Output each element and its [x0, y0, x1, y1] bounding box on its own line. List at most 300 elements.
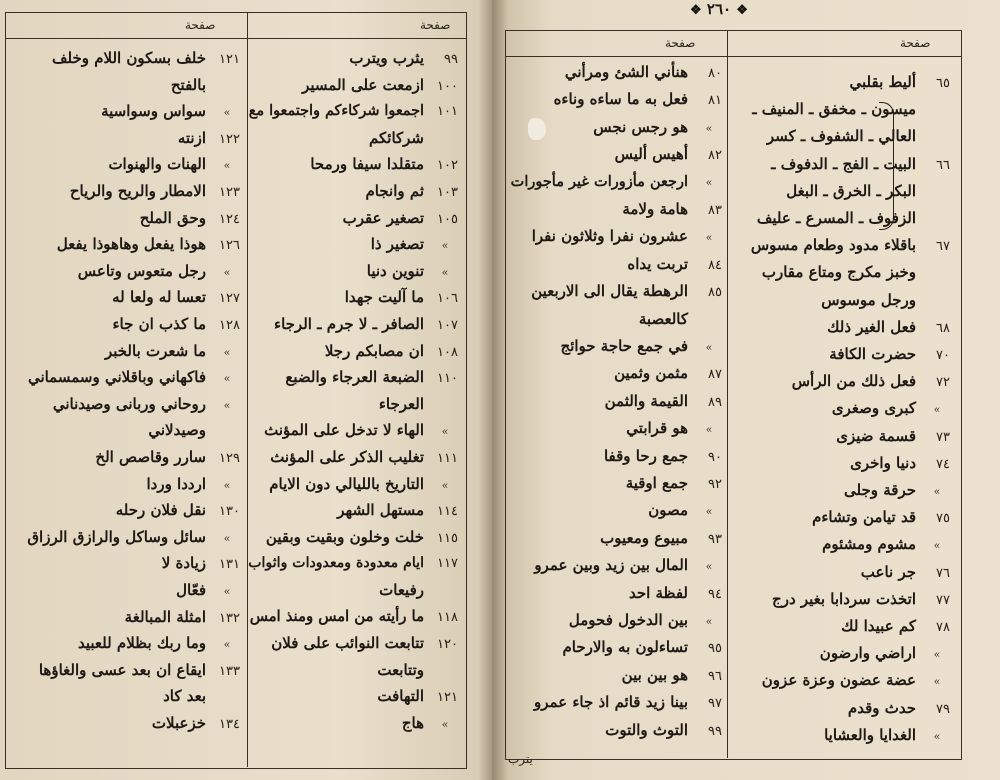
index-entry: [512, 117, 722, 137]
entry-text: أليط بقلبي: [849, 73, 916, 91]
index-entry: [10, 686, 240, 706]
entry-text: ازنته: [177, 129, 206, 147]
entry-text: ما رأيته من امس ومنذ امس: [249, 608, 424, 625]
ditto-mark: »: [223, 159, 231, 172]
index-entry: [732, 453, 950, 473]
ditto-mark: »: [705, 615, 713, 628]
index-entry: [250, 154, 458, 174]
index-entry: [250, 420, 458, 440]
page-ref: ١٢٤: [219, 212, 240, 227]
index-entry: [10, 420, 240, 440]
entry-text: بالفتح: [170, 76, 206, 94]
entry-text: العالي ـ الشفوف ـ كسر: [766, 127, 916, 145]
ditto-mark: »: [933, 730, 941, 743]
entry-text: مشوم ومشئوم: [822, 535, 916, 553]
index-entry: [250, 128, 458, 148]
page-ref: ٨١: [708, 93, 722, 108]
entry-text: لفظة احد: [628, 584, 688, 602]
index-entry: [512, 172, 722, 192]
index-entry: [10, 394, 240, 414]
index-entry: [732, 126, 950, 146]
page-ref: ١٠٨: [437, 345, 458, 360]
entry-text: وحق الملح: [139, 209, 206, 227]
page-ref: ٧٥: [936, 511, 950, 526]
entry-text: ان مصابكم رجلا: [324, 342, 424, 360]
entry-text: المال بين زيد وبين عمرو: [534, 556, 688, 574]
ditto-mark: »: [223, 399, 231, 412]
page-ref: ١٣٣: [219, 664, 240, 679]
page-ref: ٧٧: [936, 593, 950, 608]
page-ref: ١١٥: [437, 531, 458, 546]
entry-text: نقل فلان رحله: [115, 501, 206, 519]
entry-text: زيادة لا: [161, 554, 206, 572]
index-entry: [732, 616, 950, 636]
ditto-mark: »: [223, 266, 231, 279]
entry-text: رجل متعوس وتاعس: [77, 262, 206, 280]
entry-text: رفيعات: [379, 581, 424, 599]
page-number: ٢٦٠: [706, 0, 732, 18]
page-ref: ٨٥: [708, 285, 722, 300]
index-entry: [10, 527, 240, 547]
right-page-column-divider: [727, 30, 728, 758]
index-entry: [250, 234, 458, 254]
page-ref: ١١١: [437, 451, 458, 466]
index-entry: [10, 713, 240, 733]
entry-text: التاريخ بالليالي دون الايام: [269, 475, 424, 493]
index-entry: [732, 480, 950, 500]
index-entry: [732, 371, 950, 391]
entry-text: ما شعرت بالخبر: [104, 342, 206, 360]
page-ref: ١٢٧: [219, 291, 240, 306]
index-entry: [10, 633, 240, 653]
entry-text: فعّال: [176, 581, 206, 599]
entry-text: شركائكم: [369, 129, 424, 147]
entry-text: هوذا يفعل وهاهوذا يفعل: [56, 235, 206, 253]
page-ref: ٩٤: [708, 587, 722, 602]
index-entry: [512, 500, 722, 520]
entry-text: مبيوع ومعيوب: [600, 529, 688, 547]
index-entry: [250, 101, 458, 121]
ornament-icon: ❖: [736, 3, 748, 18]
entry-text: ايقاع ان بعد عسى والغاؤها: [38, 661, 206, 679]
page-ref: ١٢٩: [219, 451, 240, 466]
left-page-header-rule: [5, 38, 467, 39]
page-ref: ٨٤: [708, 258, 722, 273]
page-ref: ٩٦: [708, 669, 722, 684]
index-entry: [250, 208, 458, 228]
page-ref: ٩٣: [708, 532, 722, 547]
entry-text: كبرى وصغرى: [831, 399, 916, 417]
ditto-mark: »: [441, 479, 449, 492]
index-entry: [10, 474, 240, 494]
index-entry: [10, 367, 240, 387]
entry-text: هنأني الشئ ومرأني: [564, 63, 688, 81]
index-entry: [250, 314, 458, 334]
ditto-mark: »: [441, 239, 449, 252]
ditto-mark: »: [223, 532, 231, 545]
ditto-mark: »: [705, 231, 713, 244]
page-ref: ٨٧: [708, 367, 722, 382]
entry-text: الصافر ـ لا جرم ـ الرجاء: [274, 315, 424, 333]
index-entry: [732, 208, 950, 228]
entry-text: وصيدلاني: [148, 421, 206, 439]
page-ref: ١٢٠: [437, 637, 458, 652]
page-ref: ١٢٣: [219, 185, 240, 200]
index-entry: [512, 446, 722, 466]
page-number-header: [690, 0, 748, 18]
page-ref: ١٢٨: [219, 318, 240, 333]
page-ref: ٧٣: [936, 430, 950, 445]
ditto-mark: »: [223, 479, 231, 492]
entry-text: كالعصبة: [638, 310, 688, 328]
index-entry: [10, 660, 240, 680]
index-entry: [732, 262, 950, 282]
page-ref: ٩٧: [708, 696, 722, 711]
index-entry: [512, 665, 722, 685]
entry-text: دنيا واخرى: [850, 454, 916, 472]
index-entry: [732, 534, 950, 554]
index-entry: [512, 363, 722, 383]
page-ref: ٩٥: [708, 641, 722, 656]
index-entry: [250, 261, 458, 281]
entry-text: التوث والتوت: [605, 721, 688, 739]
index-entry: [250, 686, 458, 706]
index-entry: [10, 607, 240, 627]
ditto-mark: »: [705, 505, 713, 518]
index-entry: [250, 48, 458, 68]
catchword: يترب: [508, 752, 533, 766]
entry-text: ما آليت جهدا: [344, 288, 424, 306]
page-ref: ٧٩: [936, 702, 950, 717]
entry-text: تغليب الذكر على المؤنث: [270, 448, 424, 466]
page-ref: ٨٢: [708, 148, 722, 163]
entry-text: تعسا له ولعا له: [112, 288, 206, 306]
page-ref: ٩٠: [708, 450, 722, 465]
column-header: صفحة: [665, 36, 696, 50]
index-entry: [250, 474, 458, 494]
index-entry: [512, 89, 722, 109]
entry-text: مثمن وثمين: [614, 364, 688, 382]
entry-text: اراضي وارضون: [819, 644, 916, 662]
entry-text: الهنات والهنوات: [108, 155, 206, 173]
entry-text: حدث وقدم: [847, 699, 916, 717]
entry-text: وخبز مكرج ومتاع مقارب: [761, 263, 916, 281]
index-entry: [10, 553, 240, 573]
entry-text: يثرب ويترب: [349, 49, 424, 67]
ditto-mark: »: [223, 346, 231, 359]
index-entry: [732, 643, 950, 663]
index-entry: [512, 473, 722, 493]
index-entry: [10, 154, 240, 174]
entry-text: حضرت الكافة: [829, 345, 916, 363]
index-entry: [10, 500, 240, 520]
index-entry: [250, 527, 458, 547]
index-entry: [512, 583, 722, 603]
page-ref: ١٣٢: [219, 611, 240, 626]
entry-text: جر ناعب: [860, 563, 916, 581]
entry-text: العرجاء: [378, 395, 424, 413]
index-entry: [250, 607, 458, 627]
index-entry: [250, 394, 458, 414]
entry-text: تصغير عقرب: [342, 209, 424, 227]
page-ref: ٦٧: [936, 239, 950, 254]
page-ref: ١١٠: [437, 371, 458, 386]
page-ref: ١٣١: [219, 557, 240, 572]
page-ref: ٧٤: [936, 457, 950, 472]
entry-text: هو بين بين: [621, 666, 688, 684]
index-entry: [10, 341, 240, 361]
index-entry: [10, 314, 240, 334]
page-ref: ١٣٠: [219, 504, 240, 519]
index-entry: [732, 154, 950, 174]
entry-text: اجمعوا شركاءكم واجتمعوا مع: [248, 102, 424, 119]
entry-text: هامة ولامة: [622, 200, 688, 218]
entry-text: البكر ـ الخرق ـ البغل: [786, 182, 916, 200]
index-entry: [732, 235, 950, 255]
column-header: صفحة: [185, 18, 216, 32]
page-ref: ٩٩: [444, 52, 458, 67]
page-ref: ٧٨: [936, 620, 950, 635]
ditto-mark: »: [705, 341, 713, 354]
page-ref: ١٢٢: [219, 132, 240, 147]
index-entry: [250, 181, 458, 201]
entry-text: وما ربك بظلام للعبيد: [78, 634, 206, 652]
entry-text: حرقة وجلى: [844, 481, 916, 499]
index-entry: [10, 208, 240, 228]
book-gutter: [478, 0, 508, 780]
entry-text: تتابعت النوائب على فلان: [271, 634, 424, 652]
index-entry: [512, 391, 722, 411]
ditto-mark: »: [933, 648, 941, 661]
page-ref: ٨٠: [708, 66, 722, 81]
page-ref: ١٠٥: [437, 212, 458, 227]
index-entry: [512, 528, 722, 548]
entry-text: امثلة المبالغة: [124, 608, 206, 626]
entry-text: خلت وخلون وبقيت وبقين: [265, 528, 424, 546]
index-entry: [732, 507, 950, 527]
index-entry: [512, 144, 722, 164]
entry-text: هو قرابتي: [626, 419, 688, 437]
index-entry: [512, 637, 722, 657]
entry-text: التهافت: [377, 687, 424, 705]
entry-text: الهاء لا تدخل على المؤنث: [264, 421, 424, 439]
ditto-mark: »: [223, 585, 231, 598]
entry-text: ورجل موسوس: [821, 291, 916, 309]
index-entry: [10, 580, 240, 600]
entry-text: بينا زيد قائم اذ جاء عمرو: [534, 693, 688, 711]
page-ref: ٩٢: [708, 477, 722, 492]
entry-text: الضبعة العرجاء والضبع: [285, 368, 424, 386]
ditto-mark: »: [705, 423, 713, 436]
index-entry: [10, 75, 240, 95]
ditto-mark: »: [441, 425, 449, 438]
index-entry: [250, 367, 458, 387]
page-ref: ١٠٧: [437, 318, 458, 333]
index-entry: [732, 398, 950, 418]
entry-text: تساءلون به والارحام: [562, 638, 688, 656]
page-ref: ١٠٣: [437, 185, 458, 200]
page-ref: ١٢١: [219, 52, 240, 67]
entry-text: في جمع حاجة حوائج: [560, 337, 688, 355]
entry-text: عشرون نفرا وثلاثون نفرا: [531, 227, 688, 245]
entry-text: خزعبلات: [151, 714, 206, 732]
ditto-mark: »: [441, 718, 449, 731]
entry-text: ما كذب ان جاء: [112, 315, 206, 333]
right-page-header-rule: [505, 56, 962, 57]
entry-text: ثم وانجام: [365, 182, 424, 200]
ditto-mark: »: [933, 675, 941, 688]
index-entry: [250, 500, 458, 520]
index-entry: [732, 290, 950, 310]
index-entry: [512, 720, 722, 740]
page-ref: ١٠٦: [437, 291, 458, 306]
index-entry: [250, 75, 458, 95]
entry-text: بين الدخول فحومل: [568, 611, 688, 629]
entry-text: البيت ـ الفج ـ الدفوف ـ: [771, 155, 916, 173]
index-entry: [732, 317, 950, 337]
index-entry: [250, 713, 458, 733]
entry-text: فاكهاني وباقلاني وسمسماني: [27, 368, 206, 386]
index-entry: [512, 555, 722, 575]
entry-text: القيمة والثمن: [604, 392, 688, 410]
entry-text: الزفوف ـ المسرع ـ عليف: [756, 209, 916, 227]
entry-text: سائل وساكل والرازق الرزاق: [27, 528, 206, 546]
index-entry: [512, 62, 722, 82]
index-entry: [250, 341, 458, 361]
entry-text: فعل به ما ساءه وناءه: [553, 90, 688, 108]
ditto-mark: »: [223, 106, 231, 119]
entry-text: ايام معدودة ومعدودات واثواب: [248, 555, 424, 571]
page-ref: ٧٠: [936, 348, 950, 363]
index-entry: [10, 181, 240, 201]
entry-text: مستهل الشهر: [337, 501, 424, 519]
index-entry: [10, 234, 240, 254]
ditto-mark: »: [933, 539, 941, 552]
index-entry: [250, 287, 458, 307]
entry-text: كم عبيدا لك: [841, 617, 916, 635]
column-header: صفحة: [420, 18, 451, 32]
entry-text: ميسون ـ مخفق ـ المنيف ـ: [752, 100, 916, 118]
ditto-mark: »: [933, 485, 941, 498]
entry-text: اتخذت سردابا بغير درج: [772, 590, 916, 608]
column-header: صفحة: [900, 36, 931, 50]
index-entry: [10, 447, 240, 467]
index-entry: [10, 128, 240, 148]
index-entry: [10, 261, 240, 281]
entry-text: وتتابعت: [377, 661, 424, 679]
entry-text: جمع اوقية: [625, 474, 688, 492]
entry-text: جمع رحا وقفا: [603, 447, 688, 465]
entry-text: روحاني وربانى وصيدناني: [52, 395, 206, 413]
index-entry: [512, 610, 722, 630]
index-entry: [732, 344, 950, 364]
entry-text: فعل الغير ذلك: [827, 318, 916, 336]
ditto-mark: »: [705, 122, 713, 135]
index-entry: [10, 48, 240, 68]
index-entry: [512, 254, 722, 274]
index-entry: [732, 72, 950, 92]
ornament-icon: ❖: [690, 3, 702, 18]
index-entry: [512, 418, 722, 438]
page-ref: ٧٦: [936, 566, 950, 581]
index-entry: [732, 181, 950, 201]
page-ref: ١٢١: [437, 690, 458, 705]
index-entry: [512, 199, 722, 219]
index-entry: [512, 281, 722, 301]
entry-text: تربت يداه: [627, 255, 688, 273]
entry-text: ازمعت على المسير: [302, 76, 424, 94]
index-entry: [512, 309, 722, 329]
index-entry: [512, 226, 722, 246]
entry-text: أهيس أليس: [614, 145, 688, 163]
page-ref: ١٠٢: [437, 158, 458, 173]
page-ref: ١٠٠: [437, 79, 458, 94]
entry-text: فعل ذلك من الرأس: [791, 372, 916, 390]
page-ref: ٦٦: [936, 158, 950, 173]
page-ref: ٦٥: [936, 76, 950, 91]
entry-text: الرهطة يقال الى الاربعين: [531, 282, 688, 300]
index-entry: [512, 692, 722, 712]
entry-text: سارر وقاصص الخ: [95, 448, 206, 466]
index-entry: [732, 725, 950, 745]
entry-text: ارجعن مأزورات غير مأجورات: [510, 173, 688, 190]
index-entry: [732, 589, 950, 609]
index-entry: [250, 553, 458, 573]
index-entry: [732, 99, 950, 119]
ditto-mark: »: [705, 560, 713, 573]
page-ref: ١٢٦: [219, 238, 240, 253]
page-ref: ١١٧: [437, 556, 458, 571]
left-page-column-divider: [247, 12, 248, 767]
entry-text: ارددا وردا: [146, 475, 206, 493]
entry-text: قسمة ضيزى: [836, 427, 916, 445]
page-ref: ٨٩: [708, 395, 722, 410]
page-ref: ٧٢: [936, 375, 950, 390]
page-ref: ٩٩: [708, 724, 722, 739]
page-ref: ١٠١: [437, 104, 458, 119]
index-entry: [732, 426, 950, 446]
entry-text: باقلاء مدود وطعام مسوس: [750, 236, 916, 254]
index-entry: [732, 670, 950, 690]
ditto-mark: »: [223, 638, 231, 651]
entry-text: قد تيامن وتشاءم: [812, 508, 916, 526]
ditto-mark: »: [223, 372, 231, 385]
entry-text: الغدايا والعشايا: [824, 726, 916, 744]
ditto-mark: »: [933, 403, 941, 416]
page-ref: ١١٤: [437, 504, 458, 519]
index-entry: [732, 562, 950, 582]
entry-text: خلف بسكون اللام وخلف: [51, 49, 206, 67]
index-entry: [250, 447, 458, 467]
entry-text: مصون: [648, 501, 688, 519]
index-entry: [250, 660, 458, 680]
page-ref: ١١٨: [437, 610, 458, 625]
entry-text: هاج: [401, 714, 424, 732]
index-entry: [10, 287, 240, 307]
ditto-mark: »: [705, 176, 713, 189]
index-entry: [732, 698, 950, 718]
entry-text: تصغير ذا: [370, 235, 424, 253]
entry-text: متقلدا سيفا ورمحا: [310, 155, 424, 173]
entry-text: هو رجس نجس: [593, 118, 688, 136]
entry-text: بعد كاد: [163, 687, 206, 705]
entry-text: تنوين دنيا: [366, 262, 424, 280]
index-entry: [10, 101, 240, 121]
index-entry: [512, 336, 722, 356]
ditto-mark: »: [441, 266, 449, 279]
page-ref: ٦٨: [936, 321, 950, 336]
index-entry: [250, 580, 458, 600]
